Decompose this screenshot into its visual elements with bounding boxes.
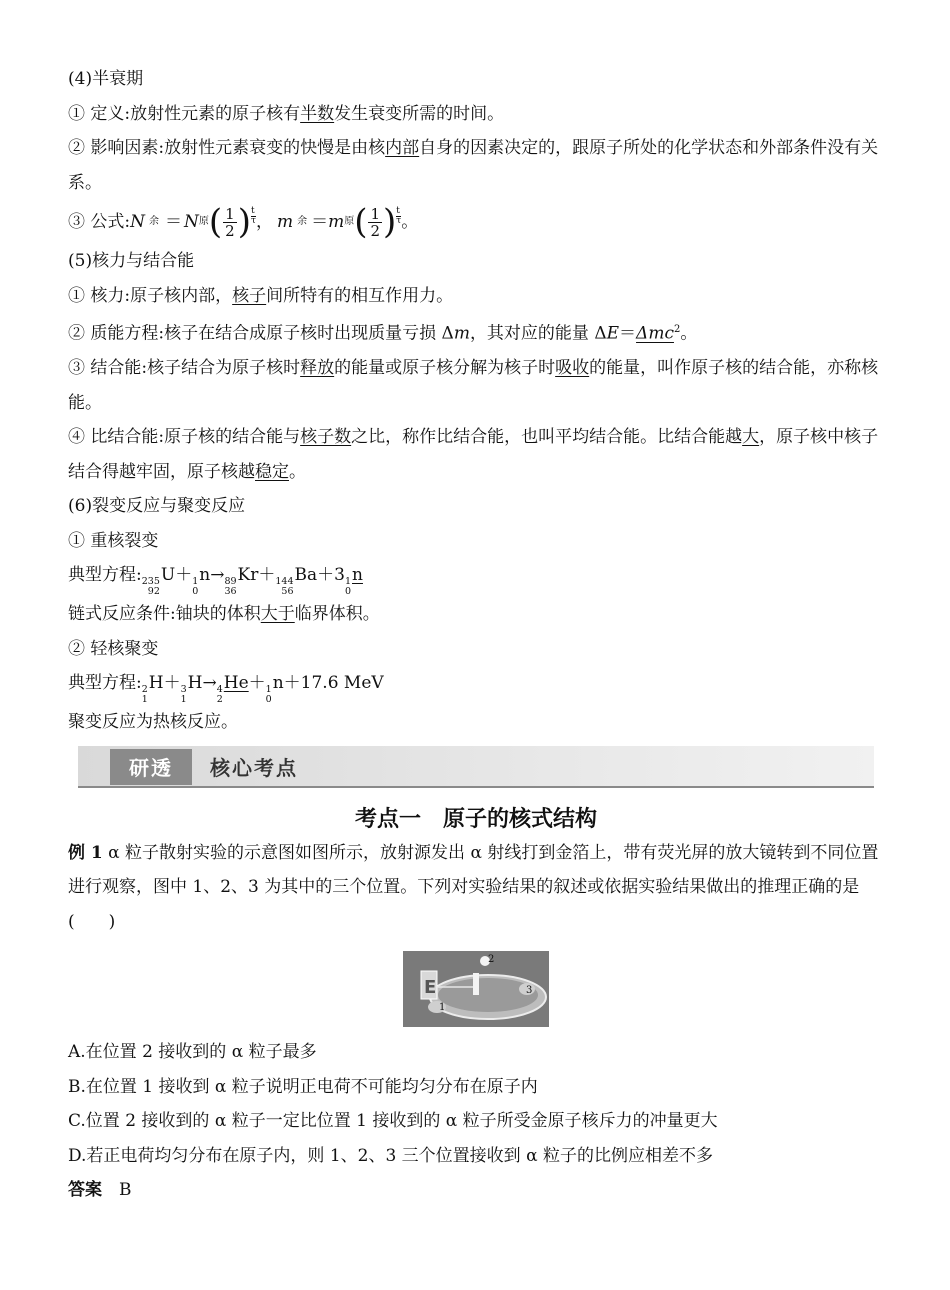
- option-a: A.在位置 2 接收到的 α 粒子最多: [68, 1042, 317, 1063]
- position-2-label: 2: [488, 954, 495, 966]
- banner-tag: 研透: [110, 749, 192, 785]
- position-3-label: 3: [526, 985, 533, 997]
- fission-heading: (6)裂变反应与聚变反应: [68, 496, 246, 517]
- half-life-influence: ② 影响因素:放射性元素衰变的快慢是由核内部自身的因素决定的，跟原子所处的化学状态和外部条件没有关系。: [68, 138, 879, 193]
- option-c: C.位置 2 接收到的 α 粒子一定比位置 1 接收到的 α 粒子所受金原子核斥力的冲量更大: [68, 1111, 718, 1132]
- banner-title: 核心考点: [210, 755, 298, 780]
- nuclear-heading: (5)核力与结合能: [68, 251, 195, 271]
- nuclear-force: ① 核力:原子核内部，核子间所特有的相互作用力。: [68, 285, 454, 306]
- svg-text:E: E: [424, 977, 437, 999]
- half-life-formula: ③ 公式: N 余 ＝ N 原 ( 1 2 ) t τ ， m 余 ＝ m 原 ( 1 2 ) t τ 。: [68, 202, 419, 242]
- option-b: B.在位置 1 接收到 α 粒子说明正电荷不可能均匀分布在原子内: [68, 1076, 538, 1097]
- fission-equation: 典型方程: 235 92 U＋ 1 0 n→ 89 36 Kr＋ 144 56 Ba＋3 1 0 n: [68, 565, 363, 598]
- document-page: [68, 62, 884, 1208]
- example-question: 例 1 α 粒子散射实验的示意图如图所示，放射源发出 α 射线打到金箔上，带有荧光屏的放大镜转到不同位置进行观察，图中 1、2、3 为其中的三个位置。下列对实验结果的叙述或依据实验结果做出的推理正确的是( ): [68, 842, 879, 932]
- fraction-half-mass: ( 1 2 ) t τ: [354, 202, 402, 242]
- fusion-note: 聚变反应为热核反应。: [68, 712, 238, 733]
- half-life-heading: (4)半衰期: [68, 69, 144, 89]
- alpha-scattering-figure: [403, 951, 549, 1027]
- fusion-equation: 典型方程: 2 1 H＋ 3 1 H→ 4 2 He＋ 1 0 n＋17.6 MeV: [68, 673, 384, 706]
- light-fusion-title: ② 轻核聚变: [68, 638, 159, 659]
- specific-binding-energy: ④ 比结合能:原子核的结合能与核子数之比，称作比结合能，也叫平均结合能。比结合能越大，原子核中核子结合得越牢固，原子核越稳定。: [68, 427, 879, 482]
- mass-energy: ② 质能方程:核子在结合成原子核时出现质量亏损 Δm，其对应的能量 ΔE＝Δmc$^2$。: [68, 323, 698, 344]
- chain-condition: 链式反应条件:铀块的体积大于临界体积。: [68, 604, 380, 625]
- fraction-half: ( 1 2 ) t τ: [208, 202, 256, 242]
- section-banner: [78, 746, 874, 788]
- heavy-fission-title: ① 重核裂变: [68, 530, 159, 551]
- section-title: 考点一 原子的核式结构: [354, 805, 597, 832]
- option-d: D.若正电荷均匀分布在原子内，则 1、2、3 三个位置接收到 α 粒子的比例应相差不多: [68, 1145, 713, 1166]
- binding-energy: ③ 结合能:核子结合为原子核时释放的能量或原子核分解为核子时吸收的能量，叫作原子核的结合能，亦称核能。: [68, 358, 879, 413]
- position-1-label: 1: [439, 1002, 446, 1014]
- answer: 答案 B: [68, 1180, 132, 1201]
- half-life-definition: ① 定义:放射性元素的原子核有半数发生衰变所需的时间。: [68, 103, 505, 124]
